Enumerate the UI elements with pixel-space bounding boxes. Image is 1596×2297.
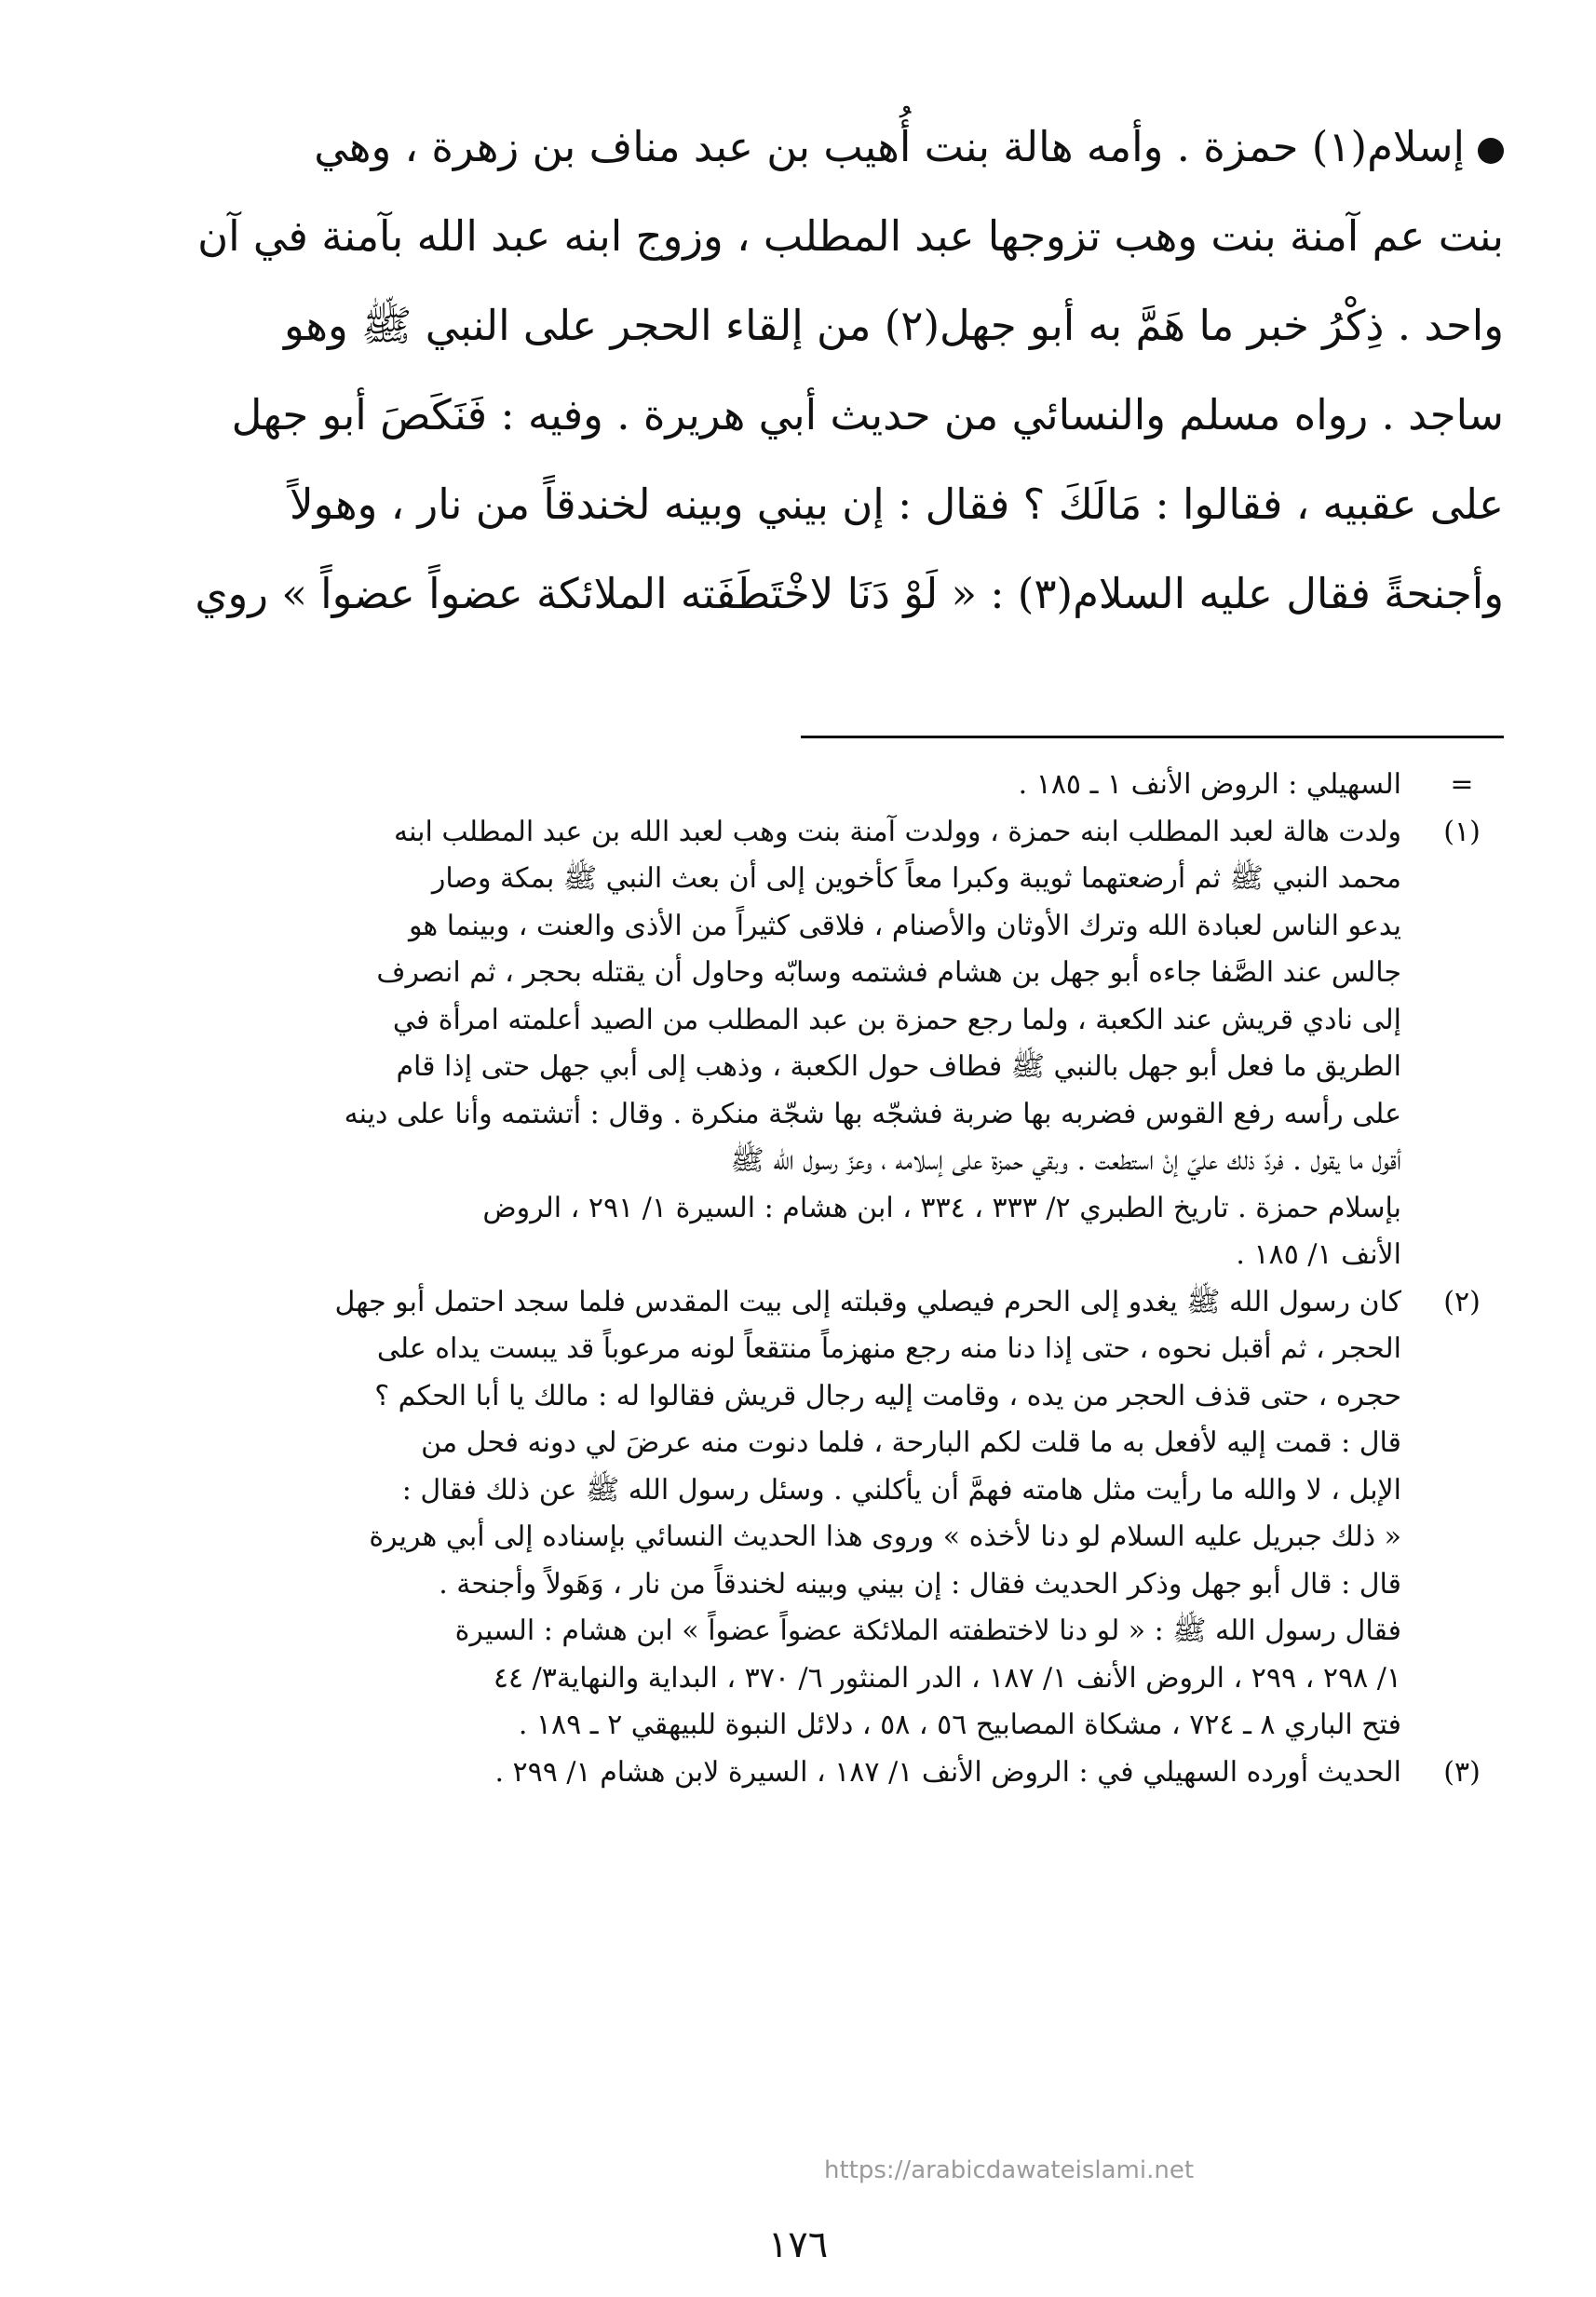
footnote-3	[93, 1750, 1504, 1797]
footnote-separator	[801, 736, 1504, 738]
bullet-icon	[1478, 138, 1504, 164]
watermark-url: https://arabicdawateislami.net	[824, 2156, 1195, 2184]
footnote-line: يدعو الناس لعبادة الله وترك الأوثان والأصنام ، فلاقى كثيراً من الأذى والعنت ، وبينما هو	[408, 909, 1401, 942]
footnote-2	[93, 1279, 1504, 1750]
main-line: وأجنحةً فقال عليه السلام(٣) : « لَوْ دَنَا لاخْتَطَفَته الملائكة عضواً عضواً » روي	[195, 569, 1504, 618]
footnote-line: الحديث أورده السهيلي في : الروض الأنف ١/ ١٨٧ ، السيرة لابن هشام ١/ ٢٩٩ .	[494, 1755, 1401, 1789]
footnote-marker: (١)	[1443, 815, 1481, 848]
footnote-line: الطريق ما فعل أبو جهل بالنبي ﷺ فطاف حول الكعبة ، وذهب إلى أبي جهل حتى إذا قام	[396, 1050, 1401, 1083]
main-line: إسلام(١) حمزة . وأمه هالة بنت أُهيب بن عبد مناف بن زهرة ، وهي	[93, 102, 1504, 192]
footnote-line: جالس عند الصَّفا جاءه أبو جهل بن هشام فشتمه وسابّه وحاول أن يقتله بحجر ، ثم انصرف	[376, 956, 1401, 989]
footnote-line: محمد النبي ﷺ ثم أرضعتهما ثويبة وكبرا معاً كأخوين إلى أن بعث النبي ﷺ بمكة وصار	[431, 862, 1401, 895]
footnotes	[93, 762, 1504, 1796]
footnote-1	[93, 809, 1504, 1279]
page-number: ١٧٦	[767, 2223, 829, 2266]
continuation-mark: =	[1450, 768, 1474, 801]
footnote-line: على رأسه رفع القوس فضربه بها ضربة فشجّه بها شجّة منكرة . وقال : أتشتمه وأنا على دينه	[344, 1097, 1401, 1130]
footnote-marker: (٢)	[1443, 1285, 1481, 1318]
footnote-line: فقال رسول الله ﷺ : « لو دنا لاختطفته الملائكة عضواً عضواً » ابن هشام : السيرة	[454, 1615, 1401, 1647]
footnote-line: فتح الباري ٨ ـ ٧٢٤ ، مشكاة المصابيح ٥٦ ، ٥٨ ، دلائل النبوة للبيهقي ٢ ـ ١٨٩ .	[518, 1709, 1401, 1741]
main-line: بنت عم آمنة بنت وهب تزوجها عبد المطلب ، وزوج ابنه عبد الله بآمنة في آن	[197, 211, 1504, 261]
footnote-line: بإسلام حمزة . تاريخ الطبري ٢/ ٣٣٣ ، ٣٣٤ ، ابن هشام : السيرة ١/ ٢٩١ ، الروض	[482, 1191, 1401, 1224]
footnote-line: السهيلي : الروض الأنف ١ ـ ١٨٥ .	[1018, 768, 1401, 801]
footnote-line: قال : قمت إليه لأفعل به ما قلت لكم البارحة ، فلما دنوت منه عرضَ لي دونه فحل من	[421, 1426, 1401, 1459]
footnote-line: « ذلك جبريل عليه السلام لو دنا لأخذه » وروى هذا الحديث النسائي بإسناده إلى أبي هريرة	[369, 1520, 1401, 1553]
footnote-line: أقول ما يقول . فردّ ذلك عليّ إنْ استطعت . وبقي حمزة على إسلامه ، وعزّ رسول الله ﷺ	[730, 1144, 1401, 1177]
main-text	[93, 102, 1504, 639]
main-line: واحد . ذِكْرُ خبر ما هَمَّ به أبو جهل(٢) من إلقاء الحجر على النبي ﷺ وهو	[284, 301, 1504, 350]
footnote-continuation	[93, 762, 1504, 809]
footnote-line: ١/ ٢٩٨ ، ٢٩٩ ، الروض الأنف ١/ ١٨٧ ، الدر المنثور ٦/ ٣٧٠ ، البداية والنهاية٣/ ٤٤	[493, 1661, 1401, 1695]
footnote-line: الأنف ١/ ١٨٥ .	[1236, 1238, 1401, 1271]
main-line: ساجد . رواه مسلم والنسائي من حديث أبي هريرة . وفيه : فَنَكَصَ أبو جهل	[231, 390, 1504, 439]
main-line: على عقبيه ، فقالوا : مَالَكَ ؟ فقال : إن بيني وبينه لخندقاً من نار ، وهولاً	[289, 480, 1504, 529]
footnote-line: الحجر ، ثم أقبل نحوه ، حتى إذا دنا منه رجع منهزماً منتقعاً لونه مرعوباً قد يبست يداه على	[376, 1332, 1401, 1365]
footnote-line: حجره ، حتى قذف الحجر من يده ، وقامت إليه رجال قريش فقالوا له : مالك يا أبا الحكم ؟	[374, 1379, 1401, 1412]
footnote-line: ولدت هالة لعبد المطلب ابنه حمزة ، وولدت آمنة بنت وهب لعبد الله بن عبد المطلب ابنه	[394, 815, 1401, 848]
footnote-marker: (٣)	[1443, 1755, 1481, 1789]
footnote-line: قال : قال أبو جهل وذكر الحديث فقال : إن بيني وبينه لخندقاً من نار ، وَهَولاً وأجنحة .	[439, 1567, 1401, 1601]
footnote-line: إلى نادي قريش عند الكعبة ، ولما رجع حمزة بن عبد المطلب من الصيد أعلمته امرأة في	[392, 1003, 1401, 1036]
footnote-line: كان رسول الله ﷺ يغدو إلى الحرم فيصلي وقبلته إلى بيت المقدس فلما سجد احتمل أبو جهل	[334, 1285, 1401, 1318]
footnote-line: الإبل ، لا والله ما رأيت مثل هامته فهمَّ أن يأكلني . وسئل رسول الله ﷺ عن ذلك فقال :	[401, 1473, 1401, 1507]
